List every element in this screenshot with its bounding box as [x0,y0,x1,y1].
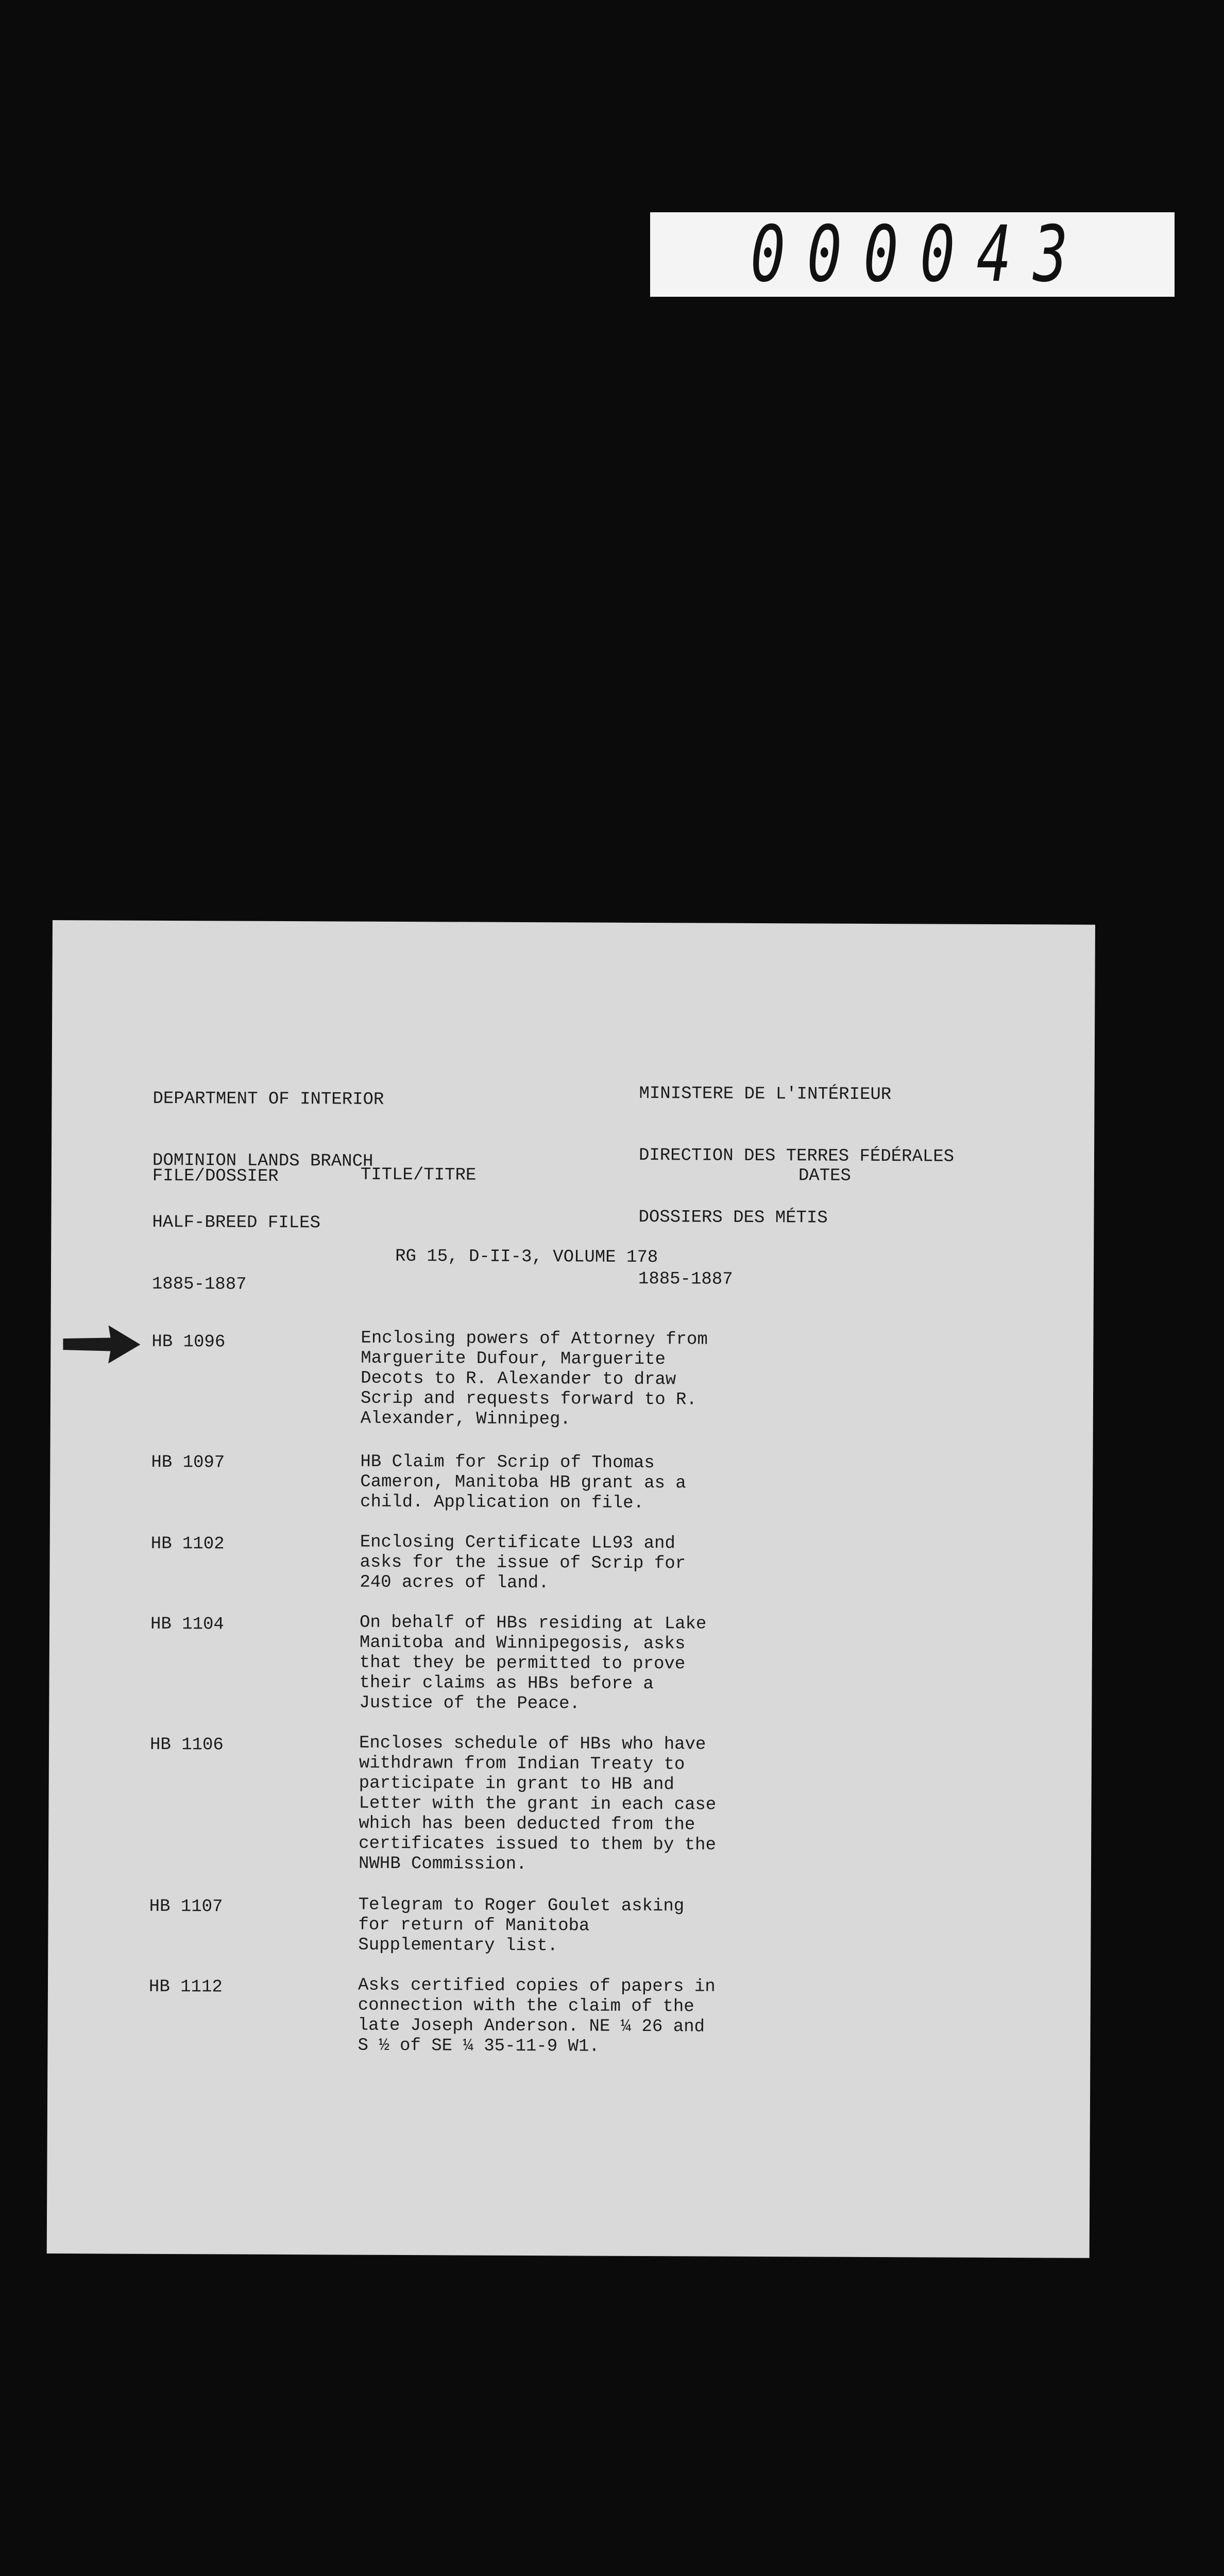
pointer-arrow-icon [63,1325,140,1364]
entry-file-id: HB 1104 [150,1614,224,1635]
header-right-line: DIRECTION DES TERRES FÉDÉRALES [638,1145,955,1167]
frame-number-label [650,212,1175,297]
entry-file-id: HB 1106 [149,1735,224,1755]
entry-description: HB Claim for Scrip of Thomas Cameron, Manitoba HB grant as a child. Application on file. [360,1452,686,1514]
entry-file-id: HB 1102 [150,1534,225,1554]
entry-description: Enclosing Certificate LL93 and asks for the issue of Scrip for 240 acres of land. [360,1532,686,1594]
header-left-line: 1885-1887 [151,1274,247,1295]
entry-file-id: HB 1097 [151,1452,225,1473]
entry-description: Telegram to Roger Goulet asking for return of Manitoba Supplementary list. [358,1895,685,1956]
entry-description: Enclosing powers of Attorney from Marguerite Dufour, Marguerite Decots to R. Alexander to draw Scrip and requests forward to R. Alexander, Winnipeg. [360,1328,708,1430]
header-left [151,1047,384,1337]
frame-number: 000043 [750,210,1090,299]
document-page [47,920,1095,2258]
header-right-line: MINISTERE DE L'INTÉRIEUR [639,1083,892,1105]
column-header-dates: DATES [798,1166,851,1186]
entry-file-id: HB 1112 [148,1977,223,1997]
column-header-file: FILE/DOSSIER [152,1166,279,1187]
entry-description: On behalf of HBs residing at Lake Manitoba and Winnipegosis, asks that they be permitted to prove their claims as HBs before a Justice of the Peace. [359,1613,707,1714]
header-left-line: DEPARTMENT OF INTERIOR [152,1089,384,1110]
entry-description: Asks certified copies of papers in connection with the claim of the late Joseph Anderson. NE ¼ 26 and S ½ of SE ¼ 35-11-9 W1. [358,1975,716,2057]
column-header-title: TITLE/TITRE [360,1165,477,1185]
header-right-line: 1885-1887 [638,1269,733,1290]
header-right-line: DOSSIERS DES MÉTIS [638,1207,828,1228]
header-right [638,1042,955,1332]
record-group-reference: RG 15, D-II-3, VOLUME 178 [395,1246,658,1268]
entry-description: Encloses schedule of HBs who have withdrawn from Indian Treaty to participate in grant to HB and Letter with the grant in each case which has been deducted from the certificates issued to them by the NWHB Commission. [358,1733,717,1875]
entry-file-id: HB 1096 [151,1332,226,1352]
entry-file-id: HB 1107 [149,1896,223,1917]
header-left-line: DOMINION LANDS BRANCH [152,1150,373,1172]
header-left-line: HALF-BREED FILES [152,1212,320,1233]
